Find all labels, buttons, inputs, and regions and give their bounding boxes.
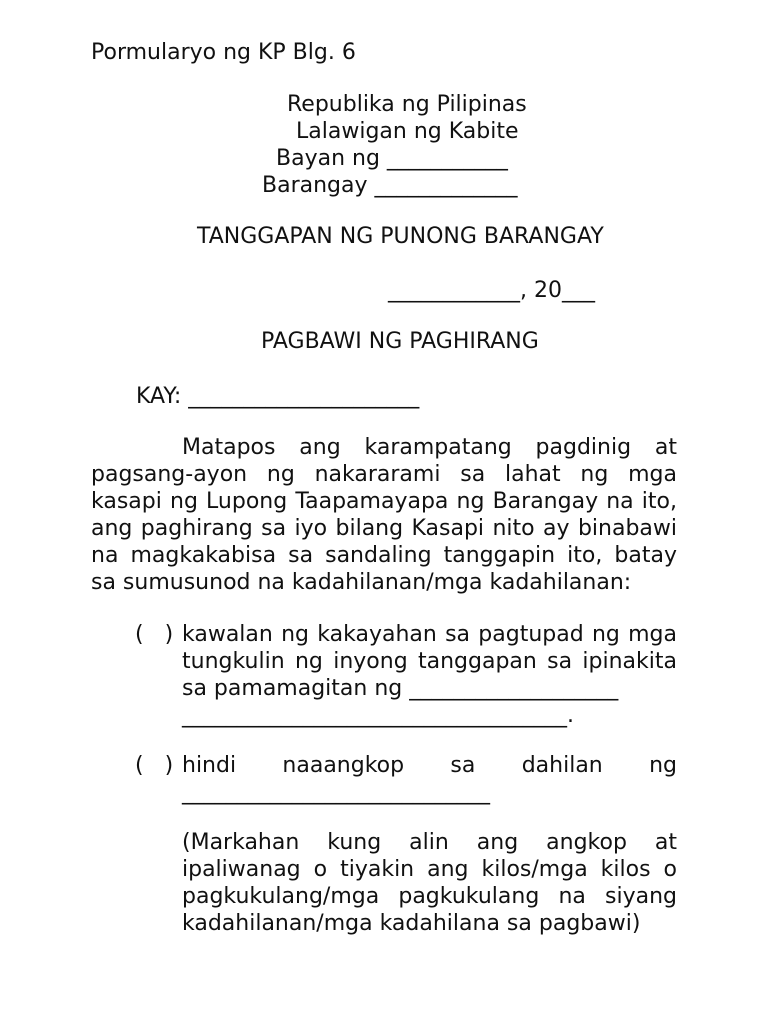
option-1-text: kawalan ng kakayahan sa pagtupad ng mga tungkulin ng inyong tanggapan sa ipinakita sa pamamagitan ng ___________________ [182,622,677,701]
option-2-text: hindi naaangkop sa dahilan ng [182,753,677,778]
body-paragraph: pagsang-ayon ng nakararami sa lahat ng mga kasapi ng Lupong Taapamayapa ng Barangay na ito, ang paghirang sa iyo bilang Kasapi nito ay binabawi na magkakabisa sa sandaling tanggapin ito, batay sa sumusunod na kadahilanan/mga kadahilanan: [91,462,677,595]
addressee-line: KAY: _____________________ [136,384,420,409]
header-republic: Republika ng Pilipinas [287,92,527,117]
document-title: PAGBAWI NG PAGHIRANG [261,329,539,354]
option-1-checkbox[interactable]: ( ) [135,622,174,647]
body-first-line: Matapos ang karampatang pagdinig at [182,435,677,460]
option-1-continuation: ___________________________________. [182,703,574,728]
form-number: Pormularyo ng KP Blg. 6 [91,40,356,65]
office-title: TANGGAPAN NG PUNONG BARANGAY [197,224,604,249]
date-line: ____________, 20___ [388,278,595,303]
header-barangay: Barangay _____________ [262,173,518,198]
option-2-checkbox[interactable]: ( ) [135,753,174,778]
header-province: Lalawigan ng Kabite [296,119,519,144]
option-2-continuation: ____________________________ [182,780,490,805]
header-town: Bayan ng ___________ [276,146,508,171]
instruction-note: (Markahan kung alin ang angkop at ipaliwanag o tiyakin ang kilos/mga kilos o pagkukulang/mga pagkukulang na siyang kadahilanan/mga kadahilana sa pagbawi) [182,830,677,936]
